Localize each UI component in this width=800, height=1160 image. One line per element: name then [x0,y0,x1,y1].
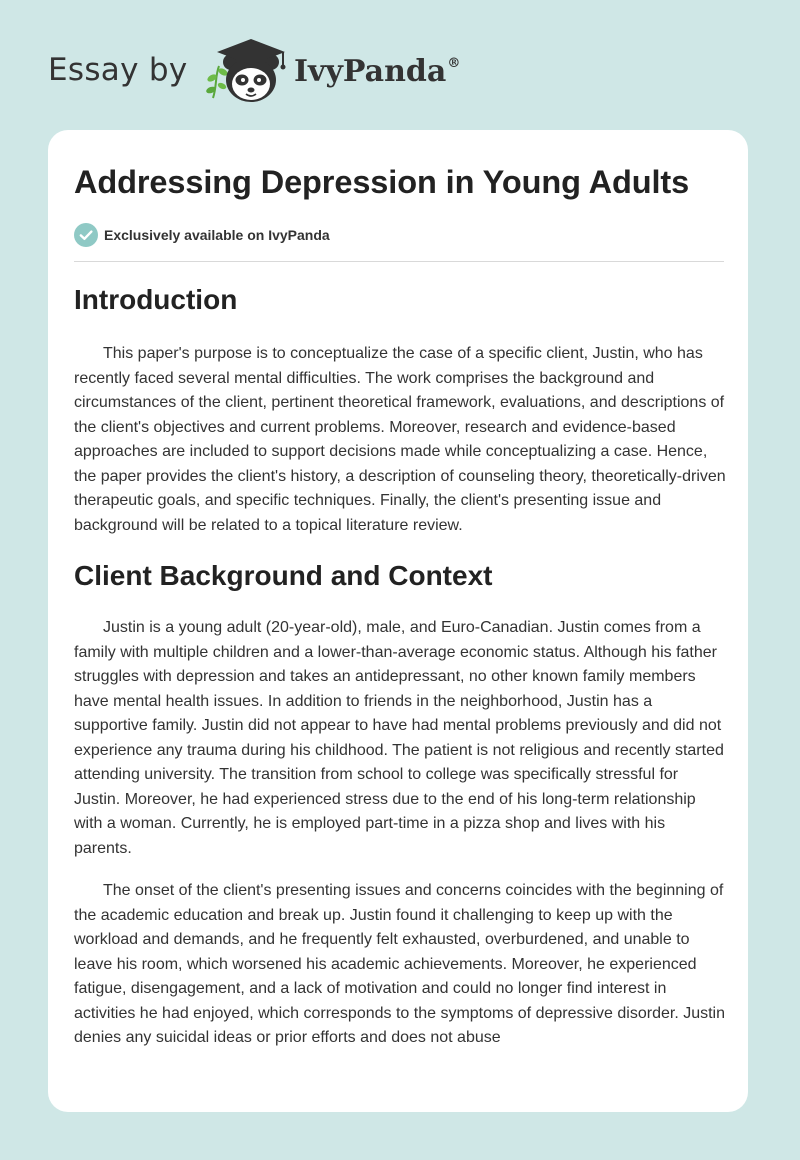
check-icon [74,223,98,247]
paragraph: The onset of the client's presenting issues and concerns coincides with the beginning of the academic education and break up. Justin found it challenging to keep up with the workload and demands, and he frequently felt exhausted, overburdened, and unable to leave his room, which worsened his academic achievements. Moreover, he experienced fatigue, disengagement, and a lack of motivation and could no longer find interest in activities he had enjoyed, which corresponds to the symptoms of depressive disorder. Justin denies any suicidal ideas or prior efforts and does not abuse [74,882,725,1046]
paragraph: This paper's purpose is to conceptualize the case of a specific client, Justin, who has recently faced several mental difficulties. The work comprises the background and circumstances of the client, pertinent theoretical framework, evaluations, and descriptions of the client's objectives and current problems. Moreover, research and evidence-based approaches are included to support decisions made while conceptualizing a case. Hence, the paper provides the client's history, a description of counseling theory, theoretically-driven therapeutic goals, and specific techniques. Finally, the client's presenting issue and background will be related to a topical literature review. [74,345,726,534]
exclusive-badge-label: Exclusively available on IvyPanda [104,227,330,243]
essay-card [48,130,748,1112]
section-heading-introduction: Introduction [74,284,238,315]
page-title: Addressing Depression in Young Adults [74,164,690,200]
essay-by-label: Essay by [48,52,188,88]
paragraph: Justin is a young adult (20-year-old), male, and Euro-Canadian. Justin comes from a family with multiple children and a lower-than-average economic status. Although his father struggles with depression and takes an antidepressant, no other known family members have mental health issues. In addition to friends in the neighborhood, Justin has a supportive family. Justin did not appear to have had mental problems previously and did not experience any trauma during his childhood. The patient is not religious and recently started attending university. The transition from school to college was specifically stressful for Justin. Moreover, he had experienced stress due to the end of his long-term relationship with a woman. Currently, he is employed part-time in a pizza shop and lives with his parents. [74,619,724,857]
article-body [74,280,726,1051]
section-heading-client-background: Client Background and Context [74,560,493,591]
divider [74,261,724,262]
site-header [0,0,800,130]
brand-name[interactable]: IvyPanda® [294,54,461,89]
exclusive-badge [74,222,330,248]
trademark-symbol: ® [447,56,461,71]
ivypanda-logo-icon[interactable] [203,36,293,108]
